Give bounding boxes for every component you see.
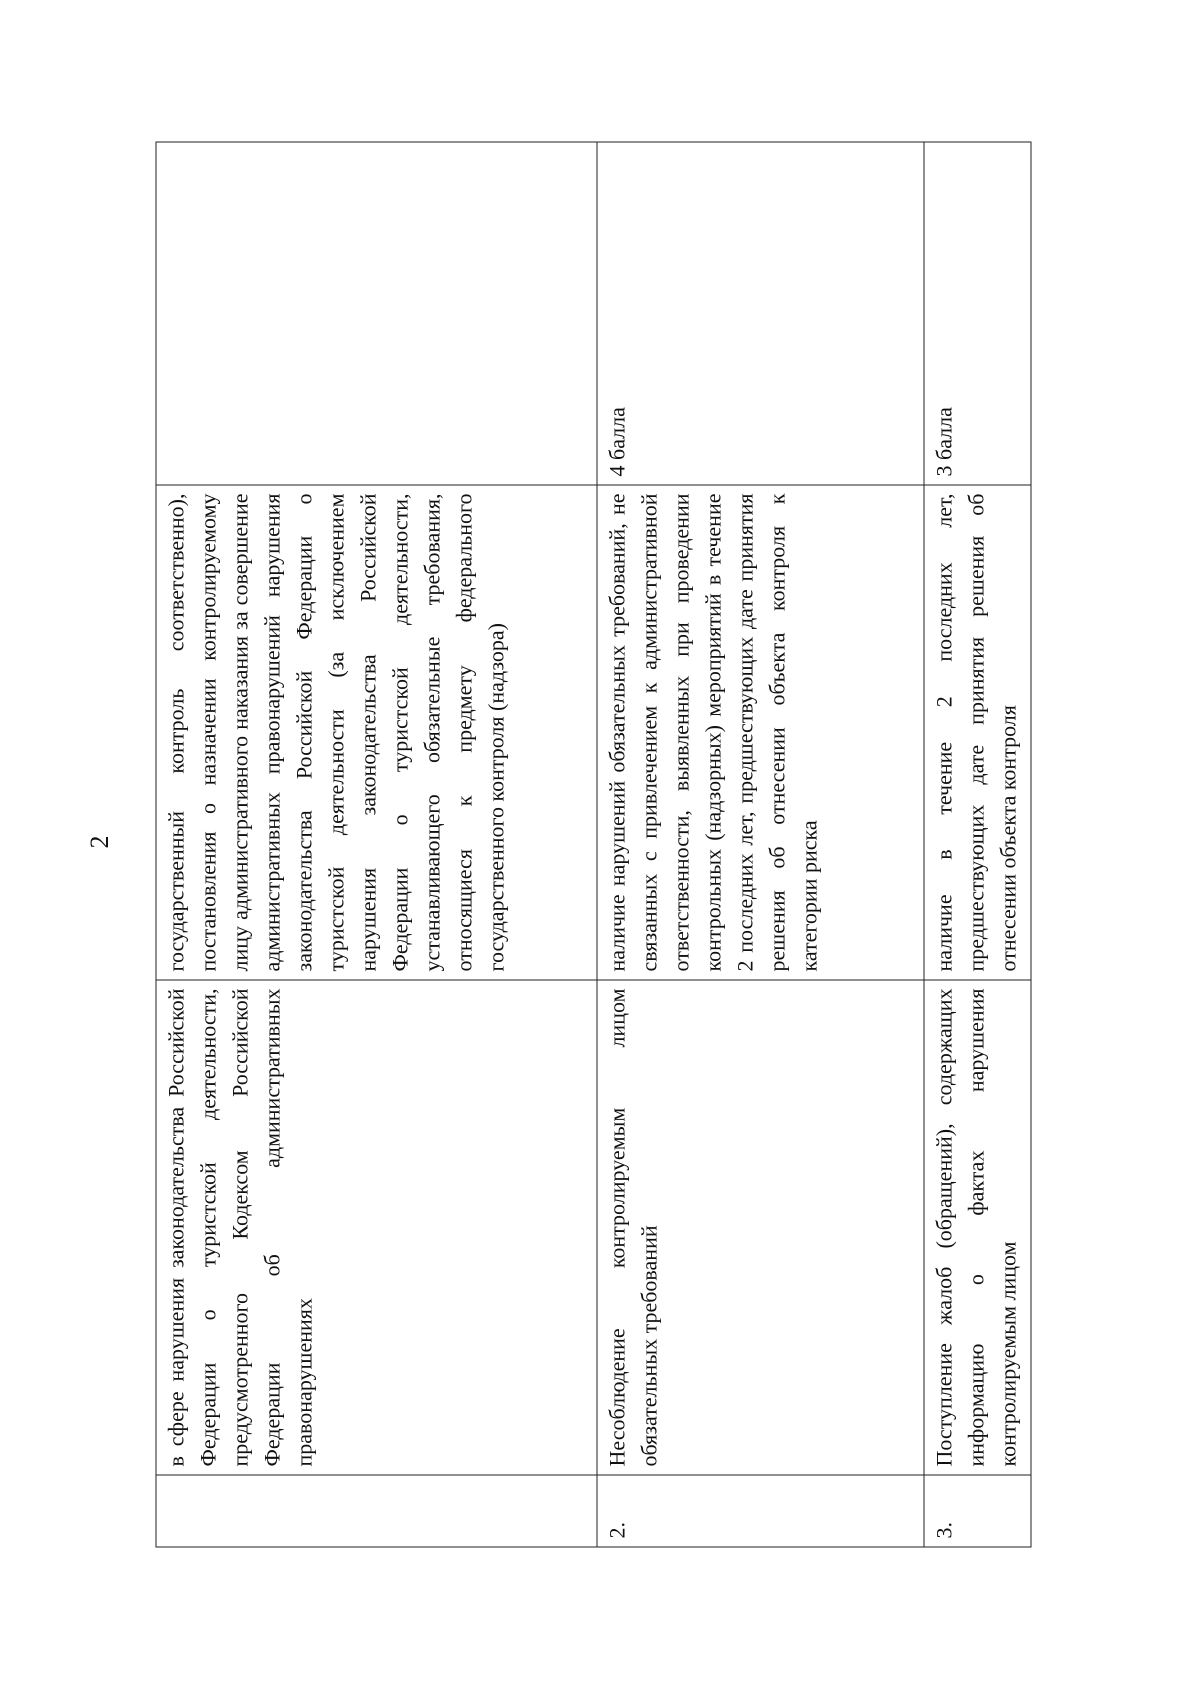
- indicator-text: Поступление жалоб (обращений), содержащих информацию о фактах нарушения контролируемым лицом: [931, 988, 1021, 1467]
- score-cell: 4 балла: [597, 142, 924, 485]
- condition-text: наличие в течение 2 последних лет, предшествующих дате принятия решения об отнесении объекта контроля: [931, 493, 1021, 972]
- indicator-cell: [924, 980, 1031, 1475]
- score-cell: [156, 142, 597, 485]
- row-number-cell: [156, 1475, 597, 1547]
- indicator-cell: Несоблюдение контролируемым лицом обязательных требований: [597, 980, 924, 1475]
- condition-cell: наличие нарушений обязательных требований, не связанных с привлечением к административной ответственности, выявленных при проведении контрольных (надзорных) мероприятий в течение 2 последних лет, предшествующих дате принятия решения об отнесении объекта контроля к категории риска: [597, 485, 924, 980]
- row-number-cell: 3.: [924, 1475, 1031, 1547]
- risk-criteria-table: [156, 142, 1032, 1548]
- page-number: 2: [85, 835, 114, 849]
- condition-cell: [924, 485, 1031, 980]
- indicator-cell: в сфере нарушения законодательства Российской Федерации о туристской деятельности, предусмотренного Кодексом Российской Федерации об административных правонарушениях: [156, 980, 597, 1475]
- table-row: [156, 142, 597, 1547]
- table-row: [924, 142, 1031, 1547]
- condition-cell: государственный контроль соответственно), постановления о назначении контролируемому лицу административного наказания за совершение административных правонарушений нарушения законодательства Российской Федерации о туристской деятельности (за исключением нарушения законодательства Российской Федерации о туристской деятельности, устанавливающего обязательные требования, относящиеся к предмету федерального государственного контроля (надзора): [156, 485, 597, 980]
- table-row: [597, 142, 924, 1547]
- table-container: [156, 143, 1026, 1548]
- row-number-cell: 2.: [597, 1475, 924, 1547]
- score-cell: 3 балла: [924, 142, 1031, 485]
